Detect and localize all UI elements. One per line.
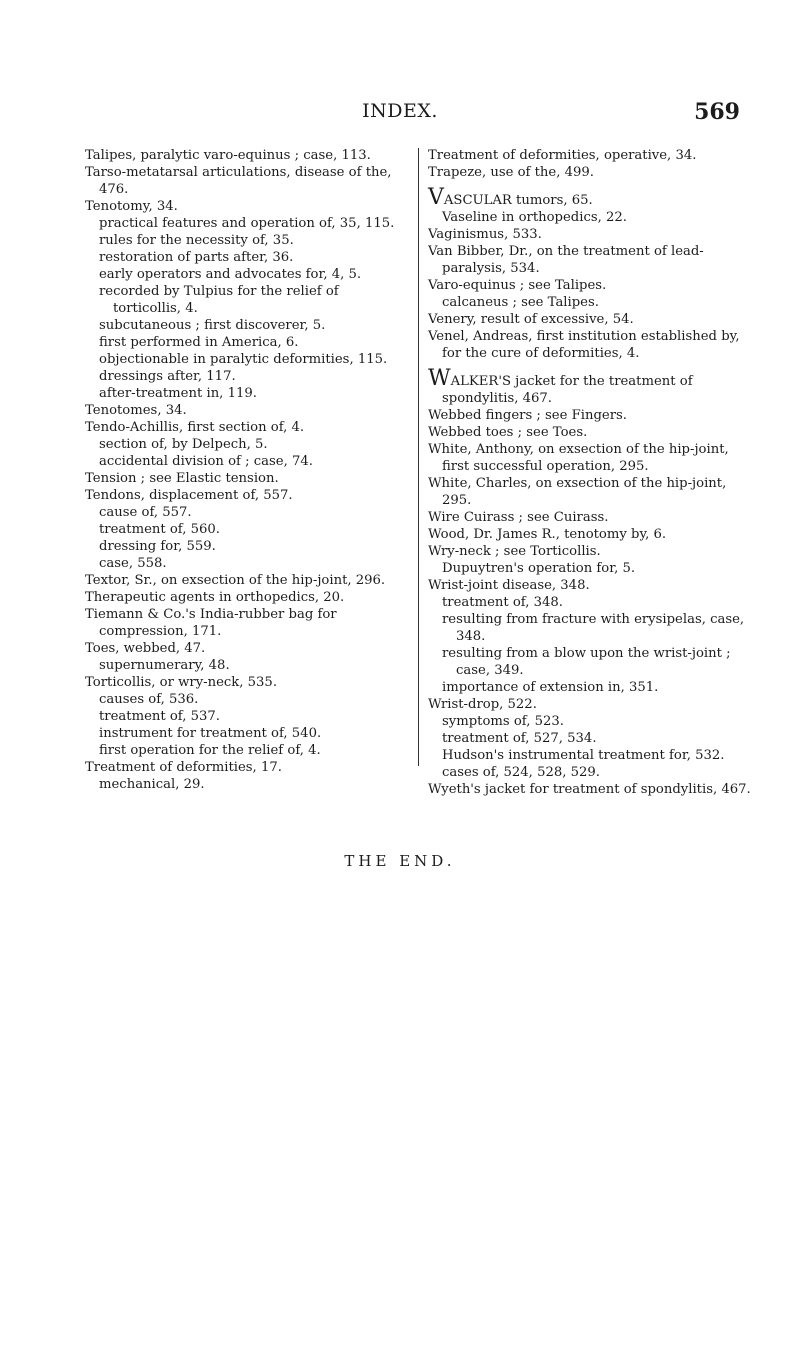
drop-cap-letter: V	[428, 185, 444, 210]
index-subentry	[85, 776, 405, 793]
entry-text: Treatment of deformities, 17.	[85, 760, 282, 775]
entry-text: Treatment of deformities, operative, 34.	[428, 148, 697, 163]
index-subentry	[85, 453, 405, 470]
index-entry	[85, 147, 405, 164]
index-entry	[428, 407, 751, 424]
index-subentry	[85, 334, 405, 351]
index-subentry	[85, 742, 405, 759]
entry-text: Wry-neck ; see Torticollis.	[428, 544, 601, 559]
drop-cap-letter: W	[428, 366, 451, 391]
entry-text: Talipes, paralytic varo-equinus ; case, 113.	[85, 148, 371, 163]
entry-text: Hudson's instrumental treatment for, 532.	[442, 748, 725, 763]
entry-text: early operators and advocates for, 4, 5.	[99, 267, 362, 282]
index-subentry	[85, 538, 405, 555]
entry-text: White, Anthony, on exsection of the hip-joint, first successful operation, 295.	[428, 442, 729, 474]
index-entry	[85, 572, 405, 589]
column-divider	[418, 148, 419, 766]
entry-text: resulting from a blow upon the wrist-joint ; case, 349.	[442, 646, 731, 678]
index-subentry	[85, 504, 405, 521]
page-number: 569	[694, 99, 740, 125]
index-entry	[85, 419, 405, 436]
index-column-right	[428, 147, 751, 798]
entry-text: Webbed fingers ; see Fingers.	[428, 408, 627, 423]
entry-text: mechanical, 29.	[99, 777, 205, 792]
entry-text: restoration of parts after, 36.	[99, 250, 294, 265]
entry-text: treatment of, 348.	[442, 595, 563, 610]
entry-text: Vaseline in orthopedics, 22.	[442, 210, 627, 225]
index-subentry	[85, 436, 405, 453]
entry-text: resulting from fracture with erysipelas, case, 348.	[442, 612, 745, 644]
entry-text: Trapeze, use of the, 499.	[428, 165, 594, 180]
entry-text: cases of, 524, 528, 529.	[442, 765, 600, 780]
index-subentry	[85, 725, 405, 742]
running-title: INDEX.	[362, 100, 438, 122]
index-entry	[428, 328, 751, 362]
index-entry	[85, 759, 405, 776]
entry-text: Venery, result of excessive, 54.	[428, 312, 634, 327]
index-subentry	[85, 385, 405, 402]
index-subentry	[428, 209, 751, 226]
index-subentry	[85, 521, 405, 538]
index-subentry	[85, 215, 405, 232]
entry-text: section of, by Delpech, 5.	[99, 437, 268, 452]
index-entry	[85, 606, 405, 640]
index-entry	[428, 781, 751, 798]
entry-text: Tenotomes, 34.	[85, 403, 187, 418]
index-subentry	[428, 764, 751, 781]
entry-text: practical features and operation of, 35, 115.	[99, 216, 395, 231]
index-entry	[428, 226, 751, 243]
index-entry	[85, 198, 405, 215]
entry-text: subcutaneous ; first discoverer, 5.	[99, 318, 326, 333]
index-subentry	[428, 611, 751, 645]
entry-text: Tiemann & Co.'s India-rubber bag for compression, 171.	[85, 607, 337, 639]
index-subentry	[428, 594, 751, 611]
entry-text: Wire Cuirass ; see Cuirass.	[428, 510, 609, 525]
index-subentry	[428, 679, 751, 696]
index-column-left	[85, 147, 405, 793]
index-subentry	[85, 555, 405, 572]
index-subentry	[428, 730, 751, 747]
index-subentry	[85, 691, 405, 708]
entry-text: Vaginismus, 533.	[428, 227, 542, 242]
entry-text: treatment of, 537.	[99, 709, 220, 724]
entry-text: cause of, 557.	[99, 505, 192, 520]
index-subentry	[428, 294, 751, 311]
entry-text: dressings after, 117.	[99, 369, 236, 384]
entry-text: after-treatment in, 119.	[99, 386, 257, 401]
entry-text: supernumerary, 48.	[99, 658, 230, 673]
index-entry	[85, 589, 405, 606]
index-entry	[428, 277, 751, 294]
index-subentry	[85, 351, 405, 368]
entry-text: Torticollis, or wry-neck, 535.	[85, 675, 278, 690]
entry-text: treatment of, 527, 534.	[442, 731, 597, 746]
entry-text: causes of, 536.	[99, 692, 199, 707]
index-entry	[85, 640, 405, 657]
entry-text: calcaneus ; see Talipes.	[442, 295, 599, 310]
index-subentry	[85, 232, 405, 249]
index-entry	[428, 311, 751, 328]
index-entry	[85, 470, 405, 487]
index-entry	[428, 185, 751, 210]
index-entry	[85, 402, 405, 419]
entry-text: treatment of, 560.	[99, 522, 220, 537]
entry-text: ALKER'S jacket for the treatment of spondylitis, 467.	[442, 374, 693, 406]
index-subentry	[428, 747, 751, 764]
entry-text: Therapeutic agents in orthopedics, 20.	[85, 590, 345, 605]
entry-text: Venel, Andreas, first institution established by, for the cure of deformities, 4.	[428, 329, 740, 361]
index-subentry	[428, 560, 751, 577]
entry-text: Tendons, displacement of, 557.	[85, 488, 293, 503]
entry-text: Webbed toes ; see Toes.	[428, 425, 588, 440]
index-entry	[428, 441, 751, 475]
entry-text: accidental division of ; case, 74.	[99, 454, 313, 469]
index-entry	[428, 164, 751, 181]
index-entry	[85, 487, 405, 504]
index-entry	[85, 164, 405, 198]
entry-text: Wyeth's jacket for treatment of spondylitis, 467.	[428, 782, 751, 797]
index-subentry	[85, 317, 405, 334]
index-subentry	[85, 283, 405, 317]
index-entry	[428, 696, 751, 713]
entry-text: Textor, Sr., on exsection of the hip-joint, 296.	[85, 573, 386, 588]
entry-text: Tenotomy, 34.	[85, 199, 178, 214]
entry-text: rules for the necessity of, 35.	[99, 233, 294, 248]
page-header	[60, 100, 740, 124]
entry-text: Wood, Dr. James R., tenotomy by, 6.	[428, 527, 667, 542]
index-entry	[428, 147, 751, 164]
entry-text: symptoms of, 523.	[442, 714, 564, 729]
entry-text: instrument for treatment of, 540.	[99, 726, 322, 741]
index-subentry	[428, 645, 751, 679]
index-entry	[428, 509, 751, 526]
entry-text: Toes, webbed, 47.	[85, 641, 206, 656]
entry-text: dressing for, 559.	[99, 539, 216, 554]
entry-text: Dupuytren's operation for, 5.	[442, 561, 636, 576]
index-subentry	[85, 657, 405, 674]
entry-text: Wrist-joint disease, 348.	[428, 578, 590, 593]
index-subentry	[85, 266, 405, 283]
index-entry	[85, 674, 405, 691]
the-end-text: THE END.	[344, 852, 456, 870]
entry-text: case, 558.	[99, 556, 167, 571]
index-entry	[428, 366, 751, 407]
index-entry	[428, 424, 751, 441]
entry-text: Tarso-metatarsal articulations, disease of the, 476.	[85, 165, 392, 197]
index-entry	[428, 243, 751, 277]
index-entry	[428, 577, 751, 594]
entry-text: first operation for the relief of, 4.	[99, 743, 321, 758]
entry-text: White, Charles, on exsection of the hip-joint, 295.	[428, 476, 727, 508]
entry-text: Tension ; see Elastic tension.	[85, 471, 279, 486]
entry-text: Wrist-drop, 522.	[428, 697, 537, 712]
entry-text: importance of extension in, 351.	[442, 680, 659, 695]
entry-text: recorded by Tulpius for the relief of torticollis, 4.	[99, 284, 339, 316]
index-entry	[428, 526, 751, 543]
index-subentry	[85, 708, 405, 725]
entry-text: Van Bibber, Dr., on the treatment of lead-paralysis, 534.	[428, 244, 704, 276]
index-subentry	[85, 368, 405, 385]
entry-text: objectionable in paralytic deformities, 115.	[99, 352, 388, 367]
entry-text: ASCULAR tumors, 65.	[443, 193, 593, 208]
index-entry	[428, 543, 751, 560]
entry-text: first performed in America, 6.	[99, 335, 299, 350]
index-subentry	[85, 249, 405, 266]
index-subentry	[428, 713, 751, 730]
entry-text: Varo-equinus ; see Talipes.	[428, 278, 607, 293]
entry-text: Tendo-Achillis, first section of, 4.	[85, 420, 305, 435]
index-entry	[428, 475, 751, 509]
